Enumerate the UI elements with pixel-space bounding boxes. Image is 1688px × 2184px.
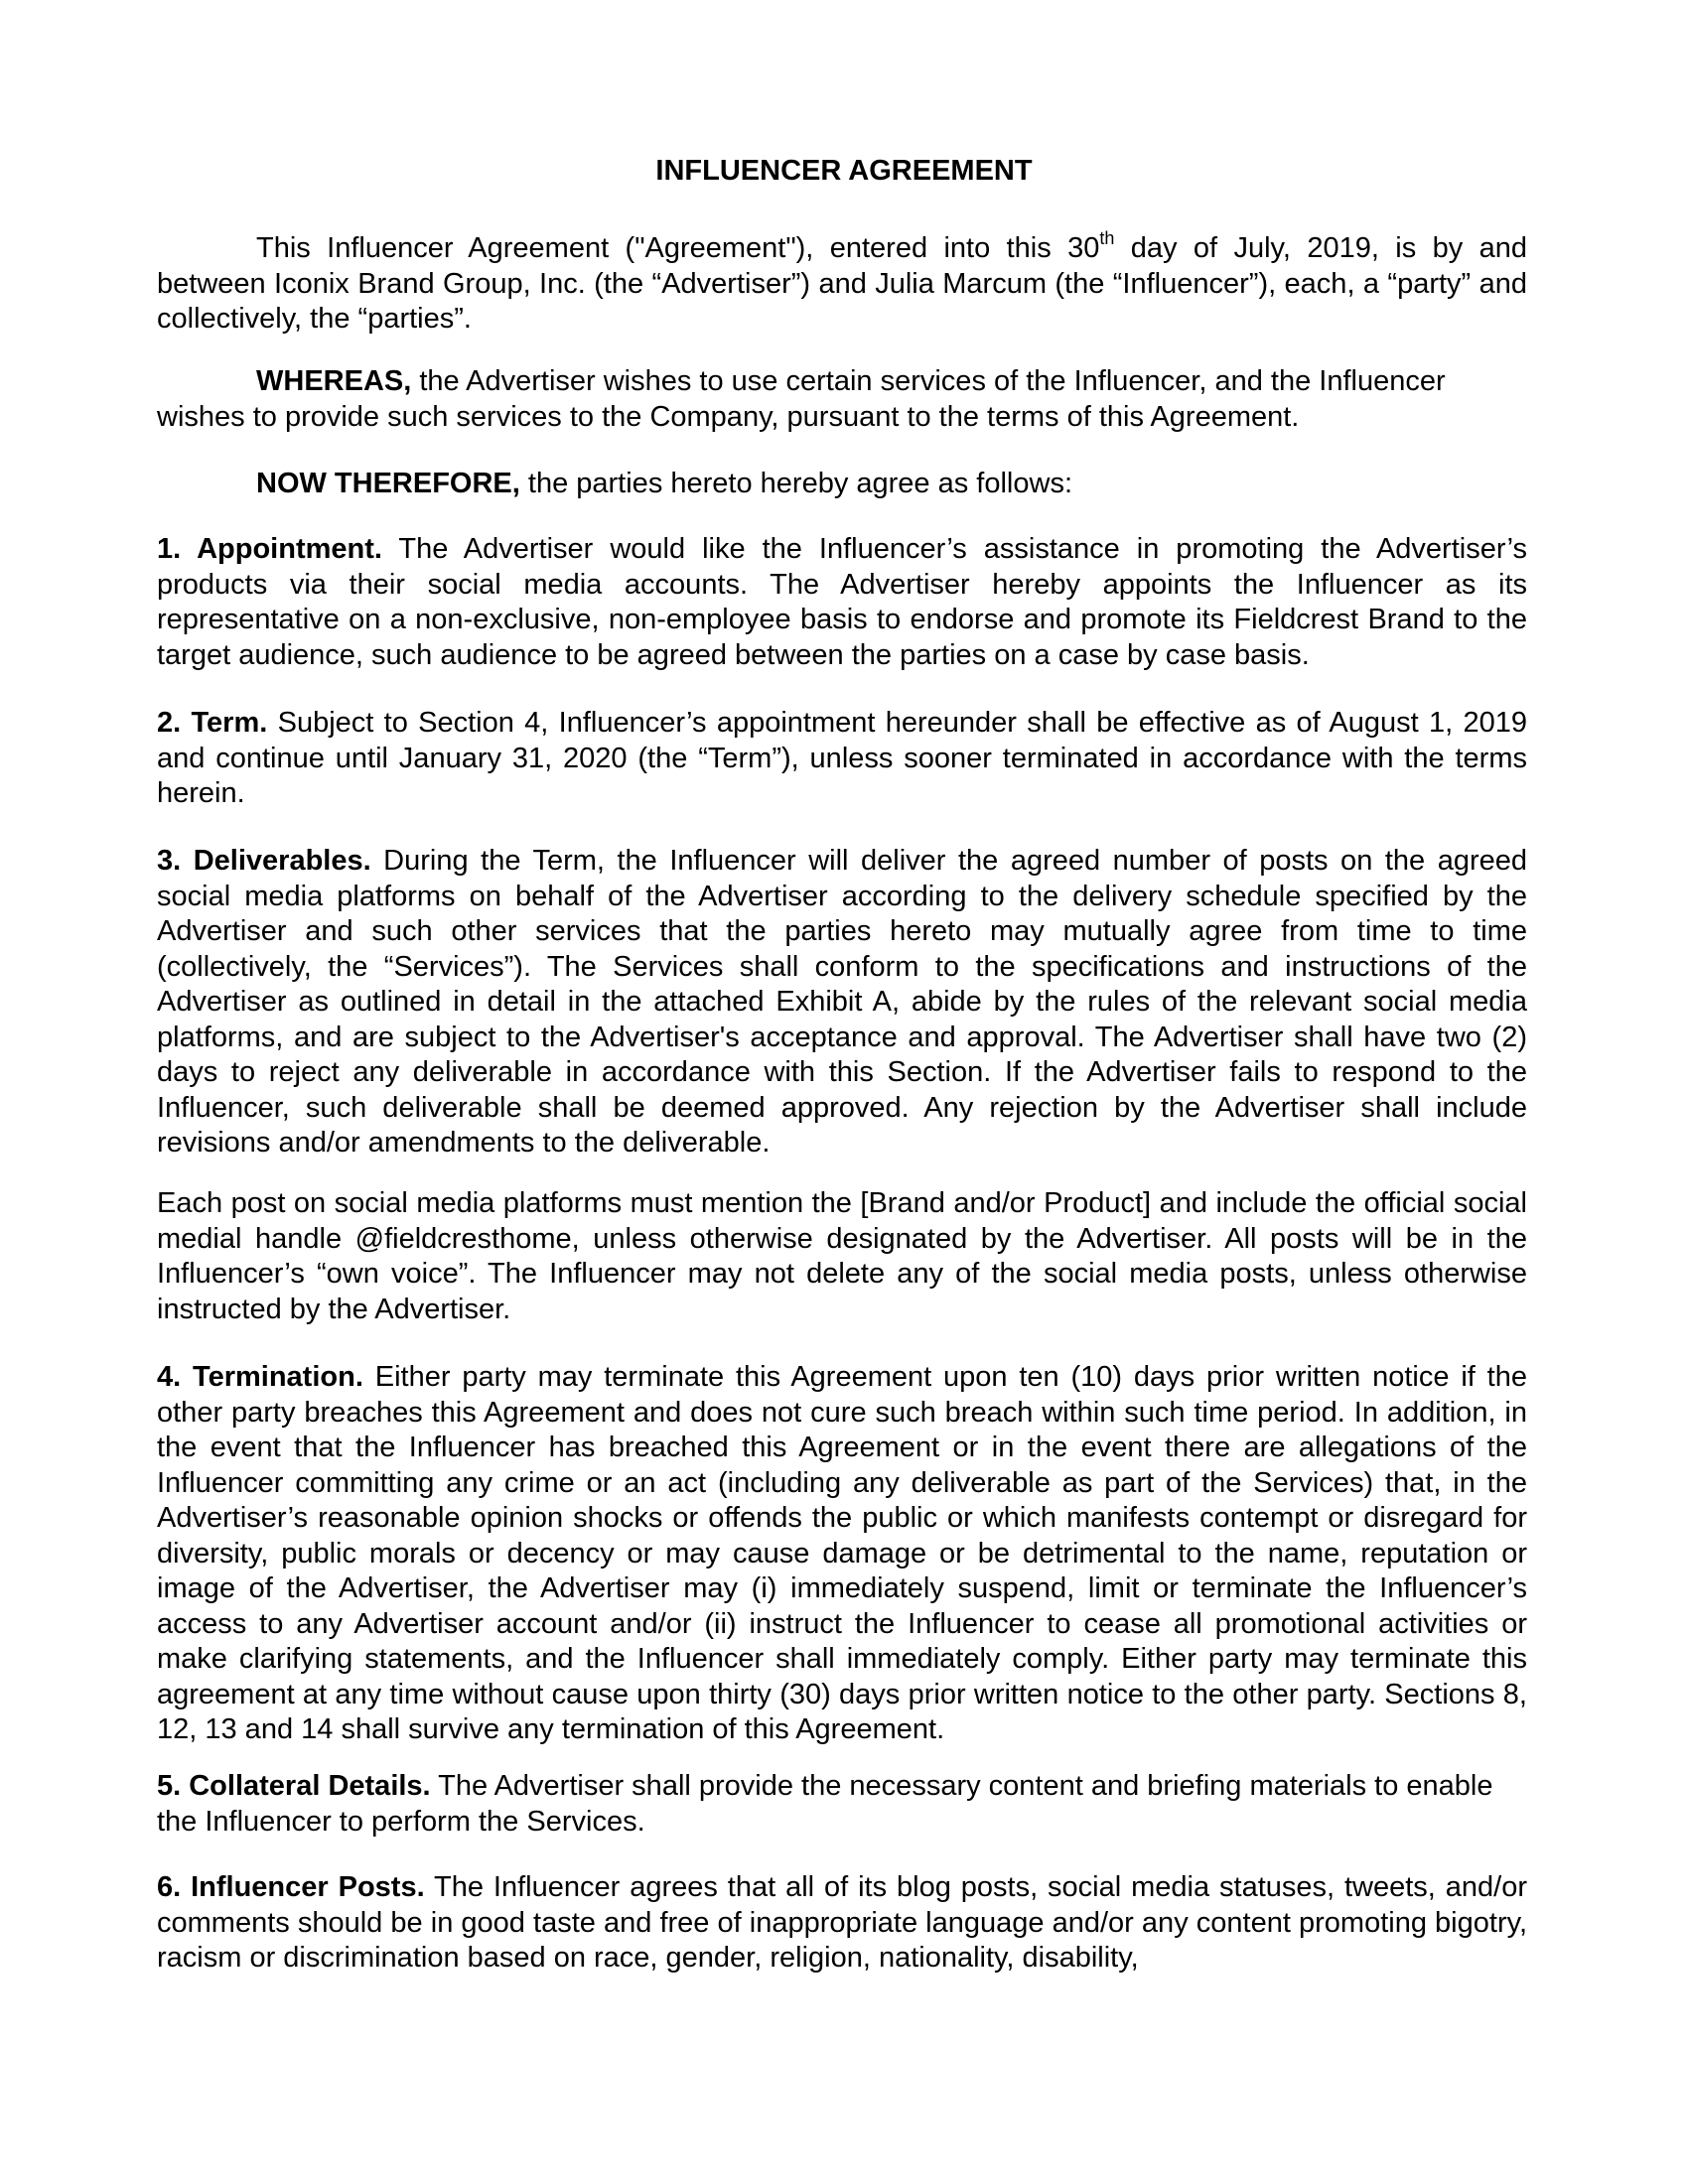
section-heading: 5. Collateral Details. [157,1770,431,1802]
section-text: The Advertiser would like the Influencer’s assistance in promoting the Advertiser’s products via their social media accounts. The Advertiser hereby appoints the Influencer as its representative on a non-exclusive, non-employee basis to endorse and promote its Fieldcrest Brand to the target audience, such audience to be agreed between the parties on a case by case basis. [157,533,1527,671]
section-text: The Advertiser shall provide the necessary content and briefing materials to enable the Influencer to perform the Services. [157,1770,1493,1838]
section-influencer-posts [157,1870,1527,1977]
section-text: Subject to Section 4, Influencer’s appointment hereunder shall be effective as of August 1, 2019 and continue until January 31, 2020 (the “Term”), unless sooner terminated in accordance with the terms herein. [157,707,1527,809]
now-therefore-lead: NOW THEREFORE, [256,468,520,499]
deliverables-posts-paragraph [157,1186,1527,1327]
section-term [157,706,1527,812]
whereas-lead: WHEREAS, [256,365,412,397]
section-heading: 6. Influencer Posts. [157,1871,425,1903]
section-text: The Influencer agrees that all of its blog posts, social media statuses, tweets, and/or comments should be in good taste and free of inappropriate language and/or any content promoting bigotry, racism or discrimination based on race, gender, religion, nationality, disability, [157,1871,1527,1974]
section-heading: 4. Termination. [157,1361,363,1393]
section-text: Either party may terminate this Agreement upon ten (10) days prior written notice if the other party breaches this Agreement and does not cure such breach within such time period. In addition, in the event that the Influencer has breached this Agreement or in the event there are allegations of the Influencer committing any crime or an act (including any deliverable as part of the Services) that, in the Advertiser’s reasonable opinion shocks or offends the public or which manifests contempt or disregard for diversity, public morals or decency or may cause damage or be detrimental to the name, reputation or image of the Advertiser, the Advertiser may (i) immediately suspend, limit or terminate the Influencer’s access to any Advertiser account and/or (ii) instruct the Influencer to cease all promotional activities or make clarifying statements, and the Influencer shall immediately comply. Either party may terminate this agreement at any time without cause upon thirty (30) days prior written notice to the other party. Sections 8, 12, 13 and 14 shall survive any termination of this Agreement. [157,1361,1527,1745]
intro-text-before-date: This Influencer Agreement ("Agreement"), entered into this 30 [256,232,1100,264]
section-appointment [157,532,1527,673]
section-termination [157,1360,1527,1748]
whereas-text: the Advertiser wishes to use certain services of the Influencer, and the Influencer wishes to provide such services to the Company, pursuant to the terms of this Agreement. [157,365,1446,433]
section-heading: 3. Deliverables. [157,845,371,877]
whereas-paragraph [157,364,1527,435]
now-therefore-paragraph [157,467,1527,502]
section-heading: 2. Term. [157,707,268,739]
intro-text-after-date: day of July, 2019, is by and between Iconix Brand Group, Inc. (the “Advertiser”) and Julia Marcum (the “Influencer”), each, a “party” and collectively, the “parties”. [157,232,1527,335]
section-collateral-details [157,1769,1527,1840]
section-heading: 1. Appointment. [157,533,382,565]
section-text: During the Term, the Influencer will deliver the agreed number of posts on the agreed social media platforms on behalf of the Advertiser according to the delivery schedule specified by the Advertiser and such other services that the parties hereto may mutually agree from time to time (collectively, the “Services”). The Services shall conform to the specifications and instructions of the Advertiser as outlined in detail in the attached Exhibit A, abide by the rules of the relevant social media platforms, and are subject to the Advertiser's acceptance and approval. The Advertiser shall have two (2) days to reject any deliverable in accordance with this Section. If the Advertiser fails to respond to the Influencer, such deliverable shall be deemed approved. Any rejection by the Advertiser shall include revisions and/or amendments to the deliverable. [157,845,1527,1159]
now-therefore-text: the parties hereto hereby agree as follows: [519,468,1072,499]
section-text: Each post on social media platforms must mention the [Brand and/or Product] and include the official social medial handle @fieldcresthome, unless otherwise designated by the Advertiser. All posts will be in the Influencer’s “own voice”. The Influencer may not delete any of the social media posts, unless otherwise instructed by the Advertiser. [157,1187,1527,1325]
document-title: INFLUENCER AGREEMENT [655,155,1033,187]
intro-paragraph [157,228,1527,338]
date-ordinal-suffix: th [1099,228,1115,249]
section-deliverables [157,844,1527,1161]
